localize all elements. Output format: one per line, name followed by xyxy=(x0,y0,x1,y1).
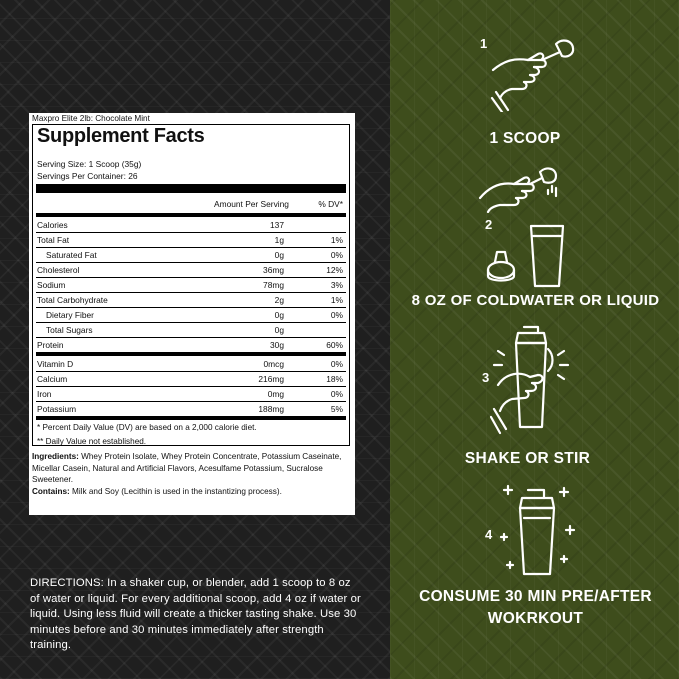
thick-divider xyxy=(36,184,346,193)
footnote-dv-not-established: ** Daily Value not established. xyxy=(37,437,147,446)
supplement-label xyxy=(29,113,355,515)
step-label-4-line2: WOKRKOUT xyxy=(487,610,584,627)
facts-row-saturated-fat: Saturated Fat 0g 0% xyxy=(36,248,346,263)
facts-row-total-carbohydrate: Total Carbohydrate 2g 1% xyxy=(36,293,346,308)
hand-pour-icon xyxy=(478,158,568,213)
step-number-1: 1 xyxy=(480,36,488,51)
step-number-4: 4 xyxy=(485,527,493,542)
facts-row-total-fat: Total Fat 1g 1% xyxy=(36,233,346,248)
facts-row-vitamin-d: Vitamin D 0mcg 0% xyxy=(36,357,346,372)
step-label-4-line1: CONSUME 30 MIN PRE/AFTER xyxy=(419,588,652,605)
hand-shake-icon xyxy=(490,325,570,435)
contains-label: Contains: xyxy=(32,486,70,496)
facts-row-potassium: Potassium 188mg 5% xyxy=(36,402,346,420)
facts-row-dietary-fiber: Dietary Fiber 0g 0% xyxy=(36,308,346,323)
shaker-cup-icon xyxy=(485,222,567,288)
ingredients-block xyxy=(32,451,350,497)
serving-size: Serving Size: 1 Scoop (35g) xyxy=(37,159,142,169)
directions-text: DIRECTIONS: In a shaker cup, or blender, add 1 scoop to 8 oz of water or liquid. For every additional scoop, add 4 oz if water or liquid. Using less fluid will create a thicker tasting shake. Use 30 minutes before and 30 minutes immediately after strength training. xyxy=(30,577,361,652)
facts-row-calcium: Calcium 216mg 18% xyxy=(36,372,346,387)
facts-row-cholesterol: Cholesterol 36mg 12% xyxy=(36,263,346,278)
product-name: Maxpro Elite 2lb: Chocolate Mint xyxy=(32,114,150,123)
ingredients-text: Whey Protein Isolate, Whey Protein Concentrate, Potassium Caseinate, Micellar Casein, Natural and Artificial Flavors, Acesulfame Potassium, Sucralose Sweetener. xyxy=(32,452,342,484)
facts-title: Supplement Facts xyxy=(37,125,205,147)
facts-row-protein: Protein 30g 60% xyxy=(36,338,346,356)
servings-per-container: Servings Per Container: 26 xyxy=(37,171,138,181)
sparkle-shaker-icon xyxy=(498,478,578,578)
supplement-facts-box xyxy=(32,124,350,446)
col-amount-header: Amount Per Serving xyxy=(214,199,289,209)
facts-row-total-sugars: Total Sugars 0g xyxy=(36,323,346,338)
facts-row-calories: Calories 137 xyxy=(36,218,346,233)
hand-scoop-icon xyxy=(490,30,575,112)
footnote-dv: * Percent Daily Value (DV) are based on a 2,000 calorie diet. xyxy=(37,423,257,432)
ingredients-label: Ingredients: xyxy=(32,452,79,461)
step-number-3: 3 xyxy=(482,370,490,385)
step-label-2: 8 OZ OF COLDWATER OR LIQUID xyxy=(411,292,660,309)
step-label-1: 1 SCOOP xyxy=(489,130,561,147)
step-label-3: SHAKE OR STIR xyxy=(464,450,591,467)
header-divider xyxy=(36,213,346,217)
step-number-2: 2 xyxy=(485,217,493,232)
col-dv-header: % DV* xyxy=(318,199,343,209)
facts-row-iron: Iron 0mg 0% xyxy=(36,387,346,402)
contains-text: Milk and Soy (Lecithin is used in the instantizing process). xyxy=(72,486,282,496)
facts-row-sodium: Sodium 78mg 3% xyxy=(36,278,346,293)
